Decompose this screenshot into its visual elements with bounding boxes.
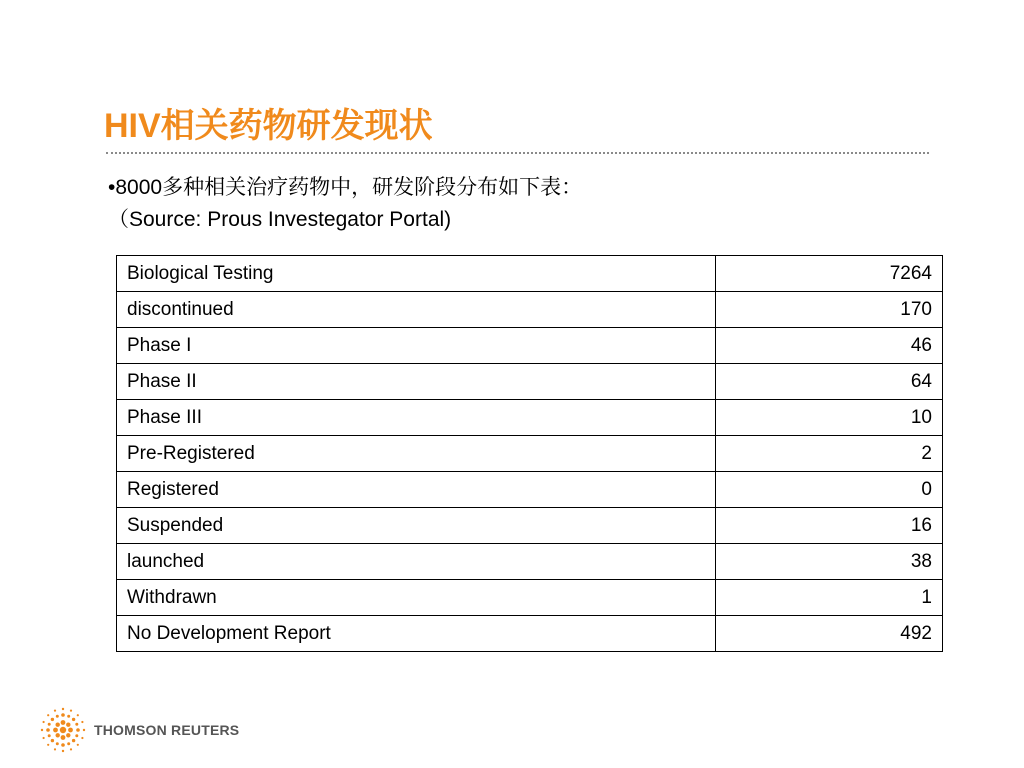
development-phase-table [116,255,943,652]
bullet-text: •8000多种相关治疗药物中，研发阶段分布如下表： [108,176,583,199]
row-label: Pre-Registered [117,436,716,472]
table-row [117,544,943,580]
row-label: Biological Testing [117,256,716,292]
table-row [117,328,943,364]
table-row [117,364,943,400]
row-value: 7264 [716,256,943,292]
table-row [117,436,943,472]
table-row [117,508,943,544]
row-label: Suspended [117,508,716,544]
thomson-reuters-dot-sphere-icon [40,707,86,753]
table-row [117,256,943,292]
row-label: discontinued [117,292,716,328]
table-row [117,580,943,616]
row-label: Registered [117,472,716,508]
row-label: Phase III [117,400,716,436]
row-value: 1 [716,580,943,616]
row-value: 0 [716,472,943,508]
logo-text: THOMSON REUTERS [94,722,240,738]
source-note: （Source: Prous Investegator Portal) [108,208,452,231]
row-value: 170 [716,292,943,328]
thomson-reuters-logo [40,707,239,753]
row-value: 16 [716,508,943,544]
row-label: launched [117,544,716,580]
row-value: 2 [716,436,943,472]
table-row [117,292,943,328]
table-row [117,616,943,652]
row-value: 38 [716,544,943,580]
row-label: Phase II [117,364,716,400]
row-value: 46 [716,328,943,364]
slide-title: HIV相关药物研发现状 [104,107,433,145]
row-label: Withdrawn [117,580,716,616]
row-value: 64 [716,364,943,400]
row-value: 10 [716,400,943,436]
row-value: 492 [716,616,943,652]
table-row [117,400,943,436]
row-label: No Development Report [117,616,716,652]
row-label: Phase I [117,328,716,364]
title-divider [106,152,929,154]
table-row [117,472,943,508]
